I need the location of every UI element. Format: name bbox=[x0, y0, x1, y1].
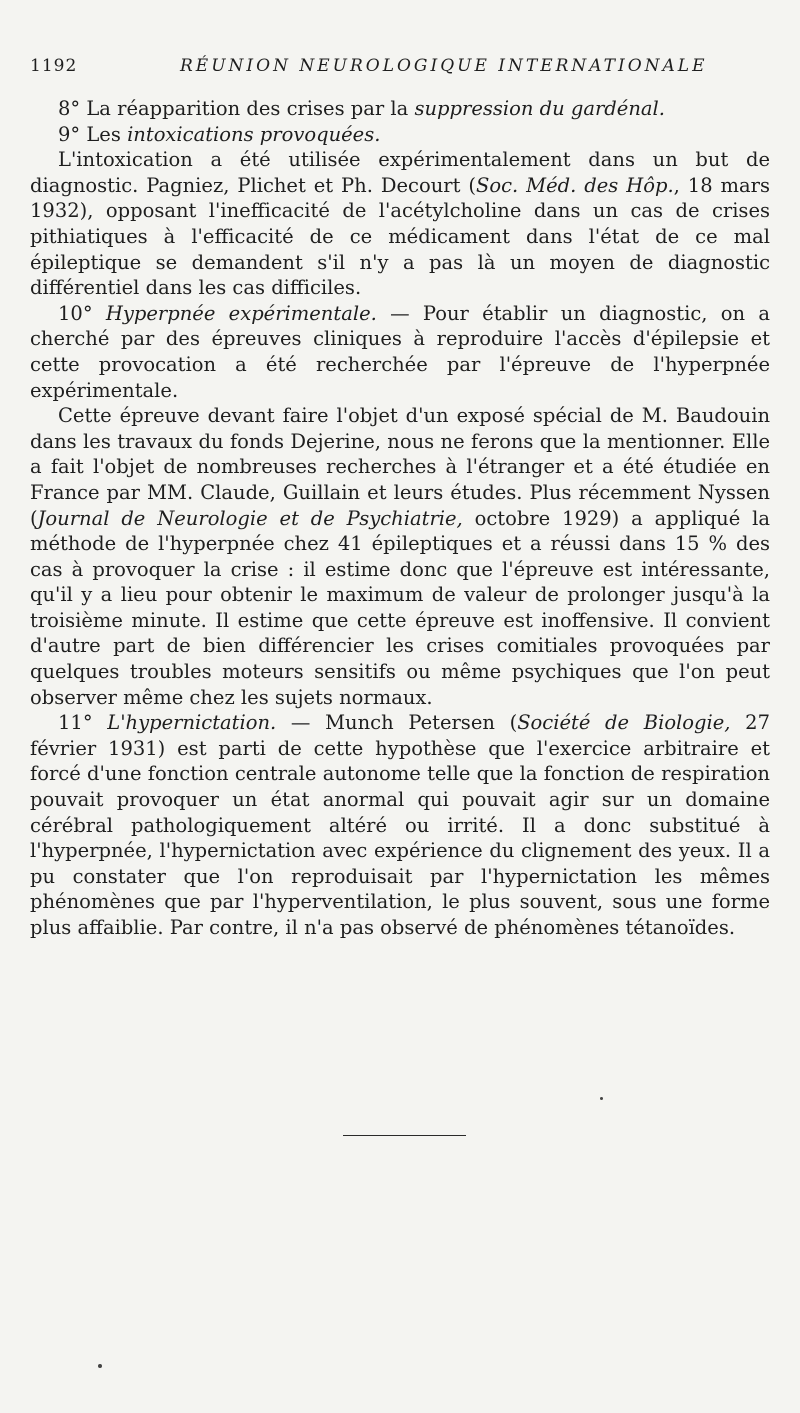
text-run: — Pour établir un diagnostic, on a cherché par des épreuves cliniques à reproduire l'accès d'épilepsie et cette provocation a été recherchée par l'épreuve de l'hyperpnée expérimentale. bbox=[30, 301, 770, 402]
text-run: 27 février 1931) est parti de cette hypothèse que l'exercice arbitraire et forcé d'une fonction centrale autonome telle que la fonction de respiration pouvait provoquer un état anormal qui pouvait agir sur un domaine cérébral pathologiquement altéré ou irrité. Il a donc substitué à l'hyperpnée, l'hypernictation avec expérience du clignement des yeux. Il a pu constater que l'on reproduisait par l'hypernictation les mêmes phénomènes que par l'hyperventilation, le plus souvent, sous une forme plus affaiblie. Par contre, il n'a pas observé de phénomènes tétanoïdes. bbox=[30, 711, 770, 939]
text-run: Cette épreuve devant faire l'objet d'un exposé spécial de M. Baudouin dans les travaux du fonds Dejerine, nous ne ferons que la mentionner. Elle a fait l'objet de nombreuses recherches à l'étranger et a été étudiée en France par MM. Claude, Guillain et leurs études. Plus récemment Nyssen ( bbox=[30, 404, 770, 530]
italic-run: Soc. Méd. des Hôp. bbox=[475, 173, 674, 197]
page-number: 1192 bbox=[30, 56, 78, 76]
paragraph-item-8 bbox=[30, 96, 770, 122]
italic-run: Société de Biologie, bbox=[517, 711, 731, 735]
print-speck bbox=[98, 1364, 102, 1368]
italic-run: intoxications provoquées. bbox=[127, 122, 381, 146]
text-run: 10° bbox=[58, 301, 106, 325]
end-rule bbox=[343, 1135, 466, 1136]
paragraph-item-10 bbox=[30, 301, 770, 403]
text-run: octobre 1929) a appliqué la méthode de l'hyperpnée chez 41 épileptiques et a réussi dans 15 % des cas à provoquer la crise : il estime donc que l'épreuve est intéressante, qu'il y a lieu pour obtenir le maximum de valeur de prolonger jusqu'à la troisième minute. Il estime que cette épreuve est inoffensive. Il convient d'autre part de bien différencier les crises comitiales provoquées par quelques troubles moteurs sensitifs ou même psychiques que l'on peut observer même chez les sujets normaux. bbox=[30, 506, 770, 709]
print-speck bbox=[600, 1097, 603, 1100]
italic-run: suppression du gardénal. bbox=[414, 97, 665, 120]
text-run: 9° Les bbox=[58, 122, 128, 146]
running-title: RÉUNION NEUROLOGIQUE INTERNATIONALE bbox=[180, 56, 708, 76]
body-text bbox=[30, 96, 770, 941]
text-run: 11° bbox=[58, 711, 108, 735]
italic-run: Journal de Neurologie et de Psychiatrie, bbox=[37, 506, 463, 530]
paragraph-hyperpnea-study bbox=[30, 403, 770, 710]
paragraph-item-9 bbox=[30, 122, 770, 148]
running-header bbox=[30, 56, 770, 84]
text-run: — Munch Petersen ( bbox=[276, 711, 518, 735]
paragraph-intoxication bbox=[30, 147, 770, 301]
paragraph-item-11 bbox=[30, 710, 770, 940]
text-run: 8° La réapparition des crises par la bbox=[58, 97, 415, 120]
italic-run: L'hypernictation. bbox=[107, 711, 277, 735]
text-run: , 18 mars 1932), opposant l'inefficacité de l'acétylcholine dans un cas de crises pithiatiques à l'efficacité de ce médicament dans l'état de ce mal épileptique se demandent s'il n'y a pas là un moyen de diagnostic différentiel dans les cas difficiles. bbox=[30, 173, 771, 300]
italic-run: Hyperpnée expérimentale. bbox=[105, 301, 377, 325]
text-run: L'intoxication a été utilisée expérimentalement dans un but de diagnostic. Pagniez, Plichet et Ph. Decourt ( bbox=[30, 148, 770, 197]
